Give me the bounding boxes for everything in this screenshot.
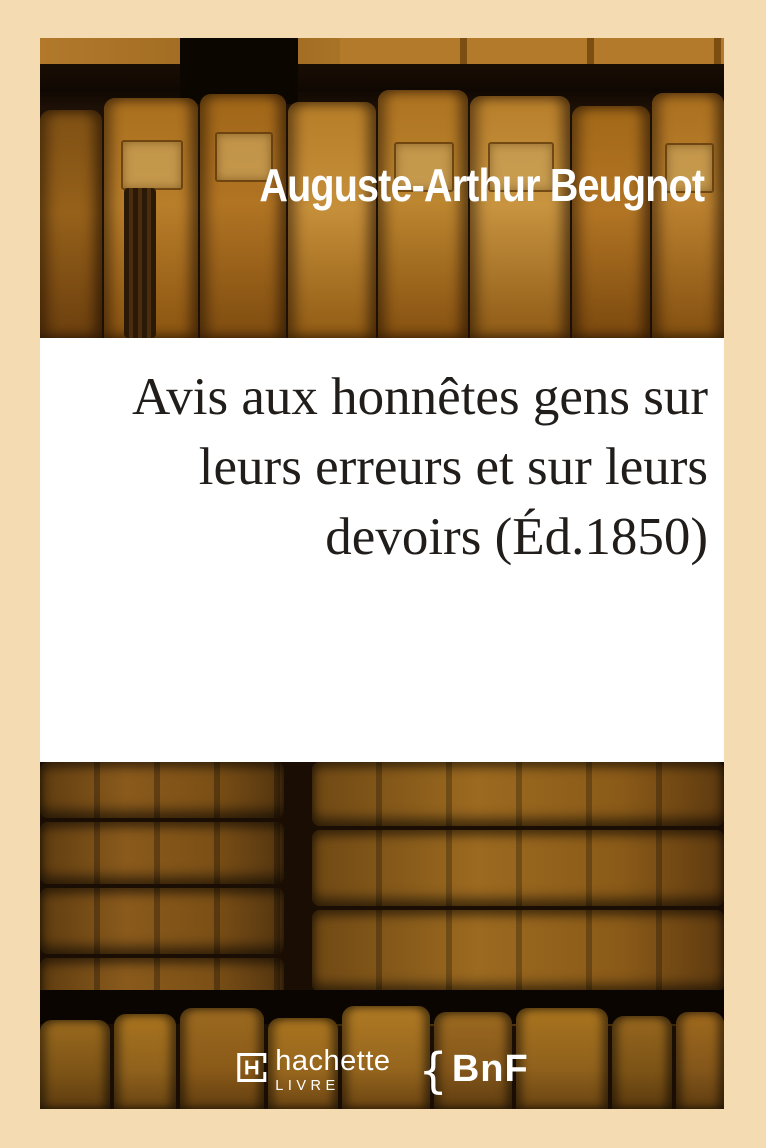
title-band: [40, 338, 724, 762]
upright-book: [612, 1016, 672, 1109]
book-spine: [288, 102, 376, 338]
bottom-books-photo: [40, 762, 724, 1109]
stacked-book: [40, 888, 284, 954]
author-name: Auguste-Arthur Beugnot: [259, 159, 704, 211]
book-spine: [470, 96, 570, 338]
bnf-logo: [418, 1041, 529, 1099]
hachette-wordmark: [275, 1044, 391, 1094]
title-line-3: devoirs (Éd.1850): [325, 508, 708, 566]
stacked-book: [312, 762, 724, 826]
upright-book: [40, 1020, 110, 1109]
bnf-brace-icon: {: [418, 1041, 448, 1099]
bnf-name: BnF: [451, 1048, 529, 1091]
hachette-livre-label: LIVRE: [275, 1077, 340, 1094]
upright-book: [114, 1014, 176, 1109]
book-spine: [378, 90, 468, 338]
book-spine: [652, 93, 724, 338]
book-spine: [40, 110, 102, 338]
book-spine: [200, 94, 286, 338]
hachette-monogram-icon: [235, 1051, 268, 1089]
stacked-book: [312, 830, 724, 906]
torn-spine-detail: [124, 188, 156, 338]
title-line-1: Avis aux honnêtes gens sur: [131, 368, 708, 426]
spine-label: [121, 140, 183, 190]
book-title: [40, 338, 724, 572]
book-spine: [572, 106, 650, 338]
title-line-2: leurs erreurs et sur leurs: [198, 438, 708, 496]
hachette-name: hachette: [275, 1044, 391, 1077]
upright-book: [676, 1012, 724, 1109]
top-books-photo: [40, 38, 724, 338]
publisher-logos: [235, 1041, 529, 1099]
hachette-livre-logo: [235, 1044, 391, 1094]
stacked-book: [312, 910, 724, 992]
stacked-book: [40, 822, 284, 884]
upright-book: [516, 1008, 608, 1109]
stacked-book: [40, 762, 284, 818]
